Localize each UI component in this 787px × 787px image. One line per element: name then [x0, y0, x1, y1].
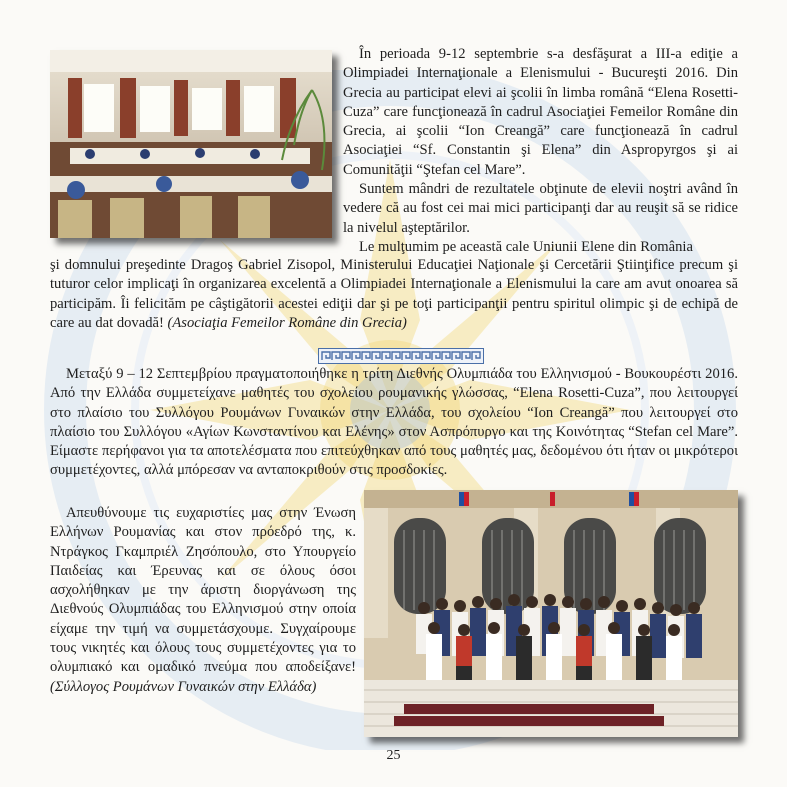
greek-key-divider: [318, 348, 484, 364]
romanian-paragraph-3-end: şi domnului preşedinte Dragoş Gabriel Zisopol, Ministerului Educaţiei Naţionale şi Cercetării Ştiinţifice precum şi tuturor celor implicaţi în organizarea excelentă a Olimpiadei Internaţionale a Elenismului la care am avut onoarea să participăm. Îi felicităm pe câştigătorii acestei ediţii dar şi pe toţi participanţii pentru spiritul olimpic şi de echipă de care au dat dovadă!: [50, 257, 738, 331]
greek-text-lower: [50, 504, 356, 697]
greek-paragraph-1: Μεταξύ 9 – 12 Σεπτεμβρίου πραγματοποιήθηκε η τρίτη Διεθνής Ολυμπιάδα του Ελληνισμού - Βουκουρέστι 2016. Από την Ελλάδα συμμετείχανε μαθητές του σχολείου ρουμανικής γλώσσας, “Elena Rosetti-Cuza”, που λειτουργεί στο πλαίσιο του Συλλόγου Ρουμάνων Γυναικών στην Ελλάδα, του σχολείου “Ion Creangă” που λειτουργεί στο πλαίσιο του Συλλόγου «Αγίων Κωνσταντίνου και Ελένης» στον Ασπρόπυργο και της Κοινότητας “Stefan cel Mare”. Είμαστε περήφανοι για τα αποτελέσματα που επιτεύχθηκαν από τους μαθητές μας, δεδομένου ότι ήταν οι μικρότεροι συμμετέχοντες, αλλά μπόρεσαν να ανταποκριθούν στις προσδοκίες.: [50, 366, 738, 479]
greek-signature: (Σύλλογος Ρουμάνων Γυναικών στην Ελλάδα): [50, 678, 317, 695]
romanian-text-lower: [50, 256, 738, 333]
romanian-paragraph-3-start: Le mulţumim pe această cale Uniunii Elene din România: [359, 238, 693, 255]
romanian-paragraph-1: În perioada 9-12 septembrie s-a desfăşurat a III-a ediţie a Olimpiadei Internaţionale a Elenismului - Bucureşti 2016. Din Grecia au participat elevi ai şcolii în limba română “Elena Rosetti-Cuza” care funcţionează în cadrul Asociaţiei Femeilor Române din Grecia, ai şcolii “Ion Creangă” care funcţionează în cadrul Asociaţiei “Sf. Constantin şi Elena” din Aspropyrgos şi ai Comunităţii “Ştefan cel Mare”.: [343, 46, 738, 178]
romanian-signature: (Asociaţia Femeilor Române din Grecia): [167, 314, 407, 331]
conference-hall-photo: [50, 50, 332, 238]
page-number: 25: [386, 748, 401, 763]
greek-paragraph-2: Απευθύνουμε τις ευχαριστίες μας στην Ένωση Ελλήνων Ρουμανίας και στον πρόεδρό της, κ. Ντράγκος Γκαμπριέλ Ζησόπουλο, στο Υπουργείο Παιδείας και Έρευνας και σε όλους όσοι ασχολήθηκαν με την άριστη διοργάνωση της Διεθνούς Ολυμπιάδας του Ελληνισμού στην οποία είχαμε την τιμή να συμμετάσχουμε. Συγχαίρουμε τους νικητές και όλους τους συμμετέχοντες για το ολυμπιακό και ομαδικό πνεύμα που αποδείξανε!: [50, 505, 356, 676]
greek-text-upper: [50, 365, 738, 481]
group-photo: [364, 490, 738, 737]
romanian-text-upper: [343, 45, 738, 257]
romanian-paragraph-2: Suntem mândri de rezultatele obţinute de elevii noştri având în vedere că au fost cei mai mici participanţi dar au reuşit să se ridice la nivelul aşteptărilor.: [343, 181, 738, 236]
